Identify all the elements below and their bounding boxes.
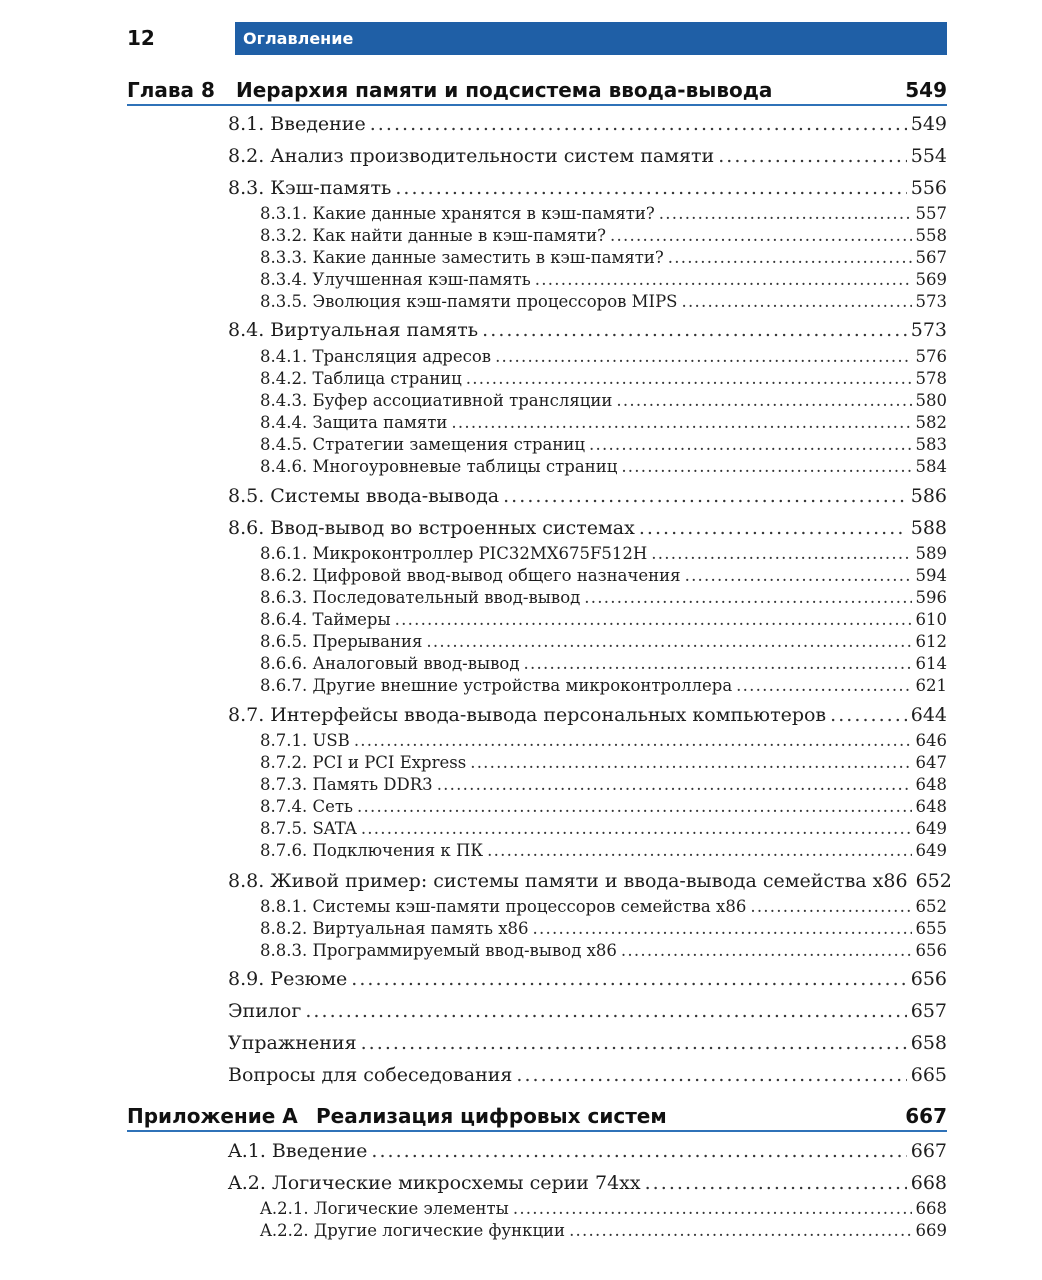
toc-entry[interactable]: [228, 1000, 947, 1026]
toc-entry-title: 8.4.2. Таблица страниц: [260, 369, 462, 388]
toc-entry-title: 8.8. Живой пример: системы памяти и ввода-вывода семейства x86: [228, 870, 908, 892]
toc-subentry[interactable]: [260, 897, 947, 919]
toc-subentry[interactable]: [260, 797, 947, 819]
dot-leader: [610, 226, 911, 245]
toc-entry-page: 652: [915, 870, 952, 892]
toc-entry-title: 8.7.5. SATA: [260, 819, 357, 838]
toc-entry-title: 8.1. Введение: [228, 113, 366, 135]
toc-subentry[interactable]: [260, 204, 947, 226]
toc-entry-page: 649: [915, 841, 947, 860]
dot-leader: [645, 1172, 907, 1194]
toc-subentry[interactable]: [260, 226, 947, 248]
toc-entry[interactable]: [228, 870, 952, 896]
dot-leader: [466, 369, 912, 388]
toc-subentry[interactable]: [260, 369, 947, 391]
toc-entry-title: 8.4.4. Защита памяти: [260, 413, 448, 432]
toc-entry-page: 657: [910, 1000, 947, 1022]
toc-subentry[interactable]: [260, 292, 947, 314]
toc-entry-title: 8.8.2. Виртуальная память x86: [260, 919, 529, 938]
dot-leader: [371, 1140, 906, 1162]
toc-entry-page: 648: [915, 775, 947, 794]
chapter-title: Иерархия памяти и подсистема ввода-вывода: [236, 78, 773, 102]
toc-entry-title: Эпилог: [228, 1000, 302, 1022]
toc-entry-title: 8.3.5. Эволюция кэш-памяти процессоров MIPS: [260, 292, 678, 311]
dot-leader: [351, 968, 906, 990]
toc-entry-page: 610: [915, 610, 947, 629]
toc-entry-title: 8.7.6. Подключения к ПК: [260, 841, 484, 860]
toc-entry-title: 8.6.1. Микроконтроллер PIC32MX675F512H: [260, 544, 648, 563]
toc-entry-title: 8.3. Кэш-память: [228, 177, 392, 199]
toc-subentry[interactable]: [260, 544, 947, 566]
toc-subentry[interactable]: [260, 435, 947, 457]
toc-entry-page: 668: [915, 1199, 947, 1218]
dot-leader: [361, 1032, 907, 1054]
dot-leader: [584, 588, 911, 607]
toc-subentry[interactable]: [260, 676, 947, 698]
toc-subentry[interactable]: [260, 1221, 947, 1243]
toc-entry-title: 8.3.4. Улучшенная кэш-память: [260, 270, 531, 289]
toc-subentry[interactable]: [260, 819, 947, 841]
dot-leader: [718, 145, 907, 167]
toc-entry-title: 8.4.1. Трансляция адресов: [260, 347, 492, 366]
toc-entry-title: 8.6. Ввод-вывод во встроенных системах: [228, 517, 635, 539]
toc-entry[interactable]: [228, 177, 947, 203]
toc-subentry[interactable]: [260, 248, 947, 270]
toc-entry-title: 8.7.2. PCI и PCI Express: [260, 753, 467, 772]
dot-leader: [533, 919, 912, 938]
toc-entry-page: 558: [915, 226, 947, 245]
toc-entry-page: 644: [910, 704, 947, 726]
toc-entry-page: 596: [915, 588, 947, 607]
toc-entry-title: 8.6.6. Аналоговый ввод-вывод: [260, 654, 520, 673]
toc-subentry[interactable]: [260, 731, 947, 753]
toc-entry-page: 576: [915, 347, 947, 366]
toc-entry-page: 594: [915, 566, 947, 585]
toc-entry-title: 8.4.6. Многоуровневые таблицы страниц: [260, 457, 618, 476]
toc-subentry[interactable]: [260, 610, 947, 632]
dot-leader: [621, 941, 912, 960]
toc-entry-page: 648: [915, 797, 947, 816]
toc-entry-title: 8.4. Виртуальная память: [228, 319, 479, 341]
dot-leader: [589, 435, 912, 454]
dot-leader: [639, 517, 907, 539]
toc-entry-title: 8.4.5. Стратегии замещения страниц: [260, 435, 585, 454]
toc-entry-title: A.2. Логические микросхемы серии 74xx: [228, 1172, 641, 1194]
dot-leader: [370, 113, 907, 135]
dot-leader: [524, 654, 912, 673]
dot-leader: [503, 485, 907, 507]
toc-entry-title: 8.3.1. Какие данные хранятся в кэш-памяти?: [260, 204, 655, 223]
dot-leader: [354, 731, 912, 750]
toc-entry-page: 647: [915, 753, 947, 772]
toc-entry-page: 584: [915, 457, 947, 476]
dot-leader: [535, 270, 912, 289]
toc-entry-page: 580: [915, 391, 947, 410]
toc-entry-title: 8.7. Интерфейсы ввода-вывода персональных компьютеров: [228, 704, 827, 726]
dot-leader: [495, 347, 911, 366]
toc-subentry[interactable]: [260, 347, 947, 369]
toc-entry-page: 669: [915, 1221, 947, 1240]
toc-entry-title: 8.4.3. Буфер ассоциативной трансляции: [260, 391, 613, 410]
toc-entry-title: 8.3.2. Как найти данные в кэш-памяти?: [260, 226, 607, 245]
dot-leader: [361, 819, 912, 838]
dot-leader: [451, 413, 911, 432]
toc-entry-page: 614: [915, 654, 947, 673]
toc-subentry[interactable]: [260, 566, 947, 588]
toc-entry[interactable]: [228, 1064, 947, 1090]
toc-entry-page: 569: [915, 270, 947, 289]
toc-entry-page: 652: [915, 897, 947, 916]
appendix-heading: [127, 1104, 947, 1132]
toc-entry[interactable]: [228, 704, 947, 730]
toc-subentry[interactable]: [260, 941, 947, 963]
chapter-heading: [127, 78, 947, 106]
dot-leader: [659, 204, 912, 223]
dot-leader: [437, 775, 912, 794]
toc-entry[interactable]: [228, 485, 947, 511]
toc-entry-page: 656: [915, 941, 947, 960]
dot-leader: [470, 753, 911, 772]
toc-entry-page: 656: [910, 968, 947, 990]
chapter-title: Реализация цифровых систем: [316, 1104, 667, 1128]
toc-entry-page: 665: [910, 1064, 947, 1086]
toc-subentry[interactable]: [260, 413, 947, 435]
dot-leader: [569, 1221, 911, 1240]
dot-leader: [651, 544, 911, 563]
dot-leader: [482, 319, 907, 341]
toc-entry-title: Вопросы для собеседования: [228, 1064, 513, 1086]
dot-leader: [357, 797, 912, 816]
toc-entry-page: 549: [910, 113, 947, 135]
toc-subentry[interactable]: [260, 391, 947, 413]
toc-entry-title: 8.6.3. Последовательный ввод-вывод: [260, 588, 581, 607]
toc-entry-title: 8.7.3. Память DDR3: [260, 775, 433, 794]
toc-entry[interactable]: [228, 517, 947, 543]
dot-leader: [487, 841, 911, 860]
toc-subentry[interactable]: [260, 270, 947, 292]
toc-entry-page: 649: [915, 819, 947, 838]
toc-entry-title: Упражнения: [228, 1032, 357, 1054]
toc-entry-title: A.1. Введение: [228, 1140, 368, 1162]
dot-leader: [736, 676, 911, 695]
dot-leader: [616, 391, 911, 410]
toc-entry-page: 557: [915, 204, 947, 223]
dot-leader: [681, 292, 911, 311]
toc-entry-title: 8.3.3. Какие данные заместить в кэш-памяти?: [260, 248, 664, 267]
toc-entry-page: 668: [910, 1172, 947, 1194]
dot-leader: [426, 632, 911, 651]
dot-leader: [395, 177, 906, 199]
dot-leader: [668, 248, 912, 267]
toc-entry-page: 567: [915, 248, 947, 267]
toc-entry-page: 612: [915, 632, 947, 651]
toc-subentry[interactable]: [260, 632, 947, 654]
toc-entry-title: 8.7.4. Сеть: [260, 797, 353, 816]
dot-leader: [516, 1064, 906, 1086]
dot-leader: [513, 1199, 912, 1218]
toc-subentry[interactable]: [260, 775, 947, 797]
toc-subentry[interactable]: [260, 753, 947, 775]
dot-leader: [830, 704, 907, 726]
toc-entry[interactable]: [228, 319, 947, 345]
chapter-label: Приложение A: [127, 1104, 298, 1128]
section-header: Оглавление: [235, 22, 947, 55]
toc-entry-page: 573: [910, 319, 947, 341]
toc-entry-title: 8.6.2. Цифровой ввод-вывод общего назначения: [260, 566, 681, 585]
toc-entry[interactable]: [228, 1032, 947, 1058]
toc-entry-title: A.2.1. Логические элементы: [260, 1199, 509, 1218]
toc-entry[interactable]: [228, 113, 947, 139]
toc-subentry[interactable]: [260, 841, 947, 863]
toc-subentry[interactable]: [260, 1199, 947, 1221]
toc-entry-page: 582: [915, 413, 947, 432]
toc-entry-page: 589: [915, 544, 947, 563]
toc-entry-title: 8.6.5. Прерывания: [260, 632, 423, 651]
toc-entry-title: 8.9. Резюме: [228, 968, 348, 990]
toc-entry-title: A.2.2. Другие логические функции: [260, 1221, 566, 1240]
toc-entry-page: 573: [915, 292, 947, 311]
toc-subentry[interactable]: [260, 654, 947, 676]
toc-entry[interactable]: [228, 145, 947, 171]
toc-entry-title: 8.8.3. Программируемый ввод-вывод x86: [260, 941, 617, 960]
dot-leader: [750, 897, 911, 916]
toc-entry[interactable]: [228, 968, 947, 994]
dot-leader: [685, 566, 912, 585]
toc-subentry[interactable]: [260, 588, 947, 610]
toc-entry-title: 8.6.4. Таймеры: [260, 610, 391, 629]
toc-entry-page: 655: [915, 919, 947, 938]
toc-entry[interactable]: [228, 1172, 947, 1198]
toc-entry[interactable]: [228, 1140, 947, 1166]
toc-subentry[interactable]: [260, 457, 947, 479]
toc-entry-title: 8.6.7. Другие внешние устройства микроконтроллера: [260, 676, 733, 695]
toc-entry-page: 554: [910, 145, 947, 167]
toc-entry-title: 8.8.1. Системы кэш-памяти процессоров семейства x86: [260, 897, 747, 916]
page-number: 12: [127, 26, 155, 50]
chapter-page: 549: [905, 78, 947, 102]
toc-entry-title: 8.5. Системы ввода-вывода: [228, 485, 500, 507]
toc-entry-title: 8.2. Анализ производительности систем памяти: [228, 145, 715, 167]
toc-entry-page: 646: [915, 731, 947, 750]
dot-leader: [305, 1000, 906, 1022]
toc-entry-page: 583: [915, 435, 947, 454]
toc-entry-page: 578: [915, 369, 947, 388]
toc-entry-page: 667: [910, 1140, 947, 1162]
chapter-label: Глава 8: [127, 78, 215, 102]
toc-entry-page: 658: [910, 1032, 947, 1054]
toc-subentry[interactable]: [260, 919, 947, 941]
chapter-page: 667: [905, 1104, 947, 1128]
dot-leader: [621, 457, 911, 476]
toc-entry-title: 8.7.1. USB: [260, 731, 350, 750]
dot-leader: [395, 610, 912, 629]
toc-entry-page: 588: [910, 517, 947, 539]
toc-entry-page: 621: [915, 676, 947, 695]
toc-entry-page: 586: [910, 485, 947, 507]
toc-entry-page: 556: [910, 177, 947, 199]
